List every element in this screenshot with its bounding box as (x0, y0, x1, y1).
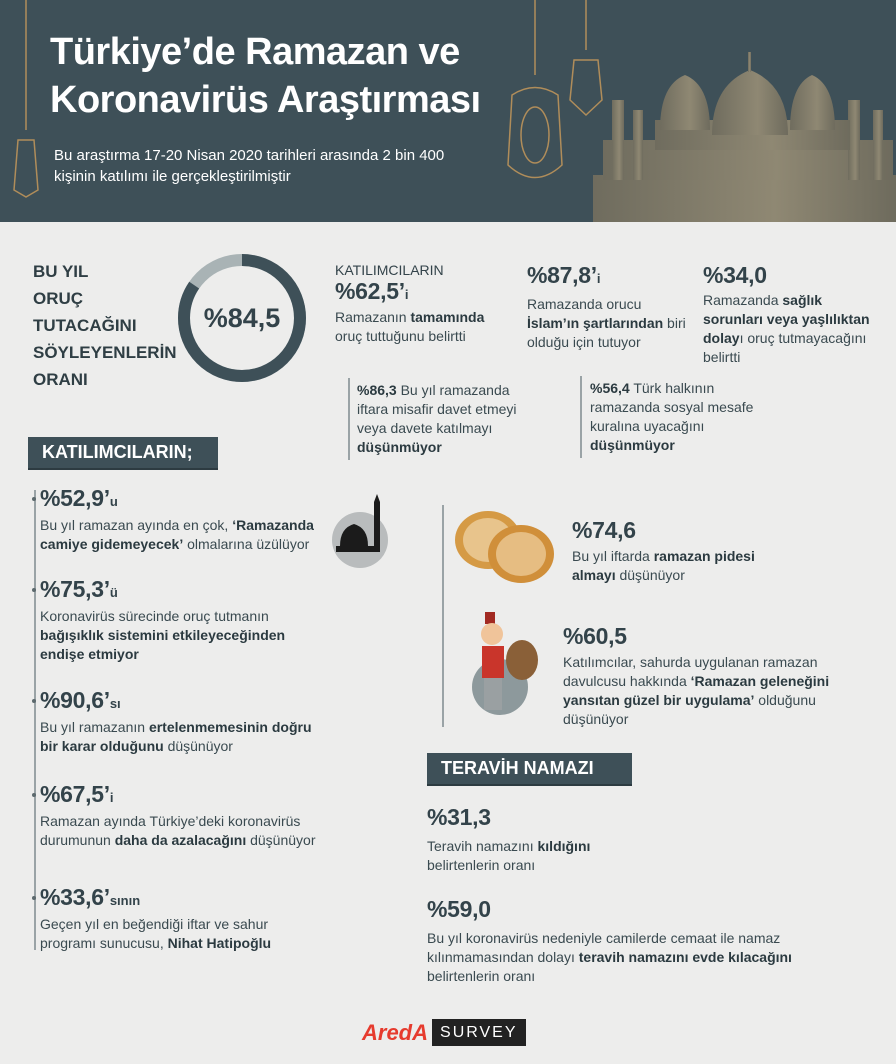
stat-value: %52,9’ (40, 485, 110, 511)
timeline-line (34, 490, 36, 950)
stat-block (572, 517, 802, 585)
divider (580, 376, 582, 458)
text-segment: Ramazanın (335, 309, 411, 325)
bullet-dot (32, 588, 36, 592)
donut-value: %84,5 (203, 303, 281, 333)
donut-label-line: SÖYLEYENLERİN (33, 343, 177, 362)
text-segment: Katılımcılar, sahurda uygulanan ramazan davulcusu hakkında (563, 654, 818, 689)
stat-value: %33,6’ (40, 884, 110, 910)
stat-text (40, 718, 330, 756)
text-segment: ı oruç tutmayacağını belirtti (703, 330, 867, 365)
bold-text: ertelenmemesinin doğru bir karar olduğunu (40, 719, 312, 754)
text-segment: biri olduğu için tutuyor (527, 315, 686, 350)
text-segment: düşünüyor (163, 738, 233, 754)
bold-text: daha da azalacağını (114, 832, 247, 848)
section-header-teravih: TERAVİH NAMAZI (427, 753, 632, 786)
bold-text: ‘Ramazan geleneğini yansıtan güzel bir uygulama’ (563, 673, 830, 708)
list-item (40, 884, 300, 953)
bold-text: ramazan pidesi almayı (572, 548, 755, 583)
stat-pre: KATILIMCILARIN (335, 262, 444, 278)
donut-label (33, 258, 177, 393)
stat-suffix: ü (109, 585, 118, 600)
bold-text: Nihat Hatipoğlu (167, 935, 272, 951)
bullet-dot (32, 497, 36, 501)
bold-text: bağışıklık sistemini etkileyeceğinden endişe etmiyor (40, 627, 286, 662)
donut-label-line: ORUÇ (33, 289, 84, 308)
stat-value: %60,5 (563, 623, 627, 649)
text-segment: Geçen yıl en beğendiği iftar ve sahur programı sunucusu, (40, 916, 269, 951)
bullet-dot (32, 793, 36, 797)
bold-text: tamamında (410, 309, 485, 325)
bold-text: düşünmüyor (357, 439, 442, 455)
text-segment: Bu yıl ramazan ayında en çok, (40, 517, 233, 533)
stat-block (703, 262, 873, 367)
davulcu-drummer-image (470, 612, 545, 717)
logo-survey: SURVEY (432, 1019, 526, 1046)
stat-text (357, 381, 542, 457)
ramazan-pide-image (453, 510, 558, 585)
stat-suffix: sının (109, 893, 141, 908)
stat-suffix: i (596, 271, 601, 286)
stat-text (335, 308, 515, 346)
text-segment: Bu yıl iftarda (572, 548, 654, 564)
stat-text (40, 915, 300, 953)
stat-value: %75,3’ (40, 576, 110, 602)
divider (442, 505, 444, 727)
stat-text (563, 653, 883, 729)
text-segment: oruç tuttuğunu belirtti (335, 328, 466, 344)
divider (348, 378, 350, 460)
stat-text (40, 607, 310, 664)
list-item (40, 781, 340, 850)
text-segment: Bu yıl ramazanda iftara misafir davet etmeyi veya davete katılmayı (357, 382, 517, 436)
bold-text: %86,3 (357, 382, 397, 398)
text-segment: düşünüyor (246, 832, 316, 848)
stat-block (527, 262, 687, 352)
text-segment: Bu yıl ramazanın (40, 719, 149, 735)
bold-text: düşünmüyor (590, 437, 675, 453)
text-segment: Ramazanda orucu (527, 296, 642, 312)
stat-suffix: sı (109, 696, 121, 711)
text-segment: belirtenlerin oranı (427, 857, 536, 873)
text-segment: Türk halkının ramazanda sosyal mesafe kuralına uyacağını (590, 380, 754, 434)
stat-block (427, 896, 847, 986)
stat-value: %59,0 (427, 896, 491, 922)
stat-value: %87,8’ (527, 262, 597, 288)
bold-text: %56,4 (590, 380, 630, 396)
text-segment: belirtenlerin oranı (427, 968, 536, 984)
stat-suffix: i (404, 287, 409, 302)
stat-block (427, 804, 627, 875)
stat-text (40, 516, 330, 554)
stat-text (427, 837, 627, 875)
list-item (40, 687, 330, 756)
donut-label-line: BU YIL (33, 262, 89, 281)
header-banner (0, 0, 896, 222)
areda-survey-logo (362, 1019, 526, 1046)
stat-text (40, 812, 340, 850)
title-line: Türkiye’de Ramazan ve (50, 31, 460, 73)
bold-text: ‘Ramazanda camiye gidemeyecek’ (40, 517, 314, 552)
stat-text (427, 929, 847, 986)
stat-block (563, 623, 883, 729)
stat-value: %90,6’ (40, 687, 110, 713)
bold-text: İslam’ın şartlarından (527, 315, 664, 331)
list-item (40, 576, 310, 664)
mosque-icon (593, 52, 896, 222)
stat-text (572, 547, 802, 585)
subtitle: Bu araştırma 17-20 Nisan 2020 tarihleri arasında 2 bin 400 kişinin katılımı ile gerçekleştirilmiştir (54, 147, 445, 185)
text-segment: Ramazanda (703, 292, 783, 308)
text-segment: Ramazan ayında Türkiye’deki koronavirüs durumunun (40, 813, 301, 848)
stat-value: %31,3 (427, 804, 491, 830)
logo-brand: AredA (362, 1020, 429, 1045)
stat-suffix: i (109, 790, 114, 805)
list-item (40, 485, 330, 554)
stat-suffix: u (109, 494, 118, 509)
stat-value: %67,5’ (40, 781, 110, 807)
stat-value: %74,6 (572, 517, 636, 543)
stat-text (703, 291, 873, 367)
bold-text: kıldığını (537, 838, 591, 854)
title-line: Koronavirüs Araştırması (50, 79, 481, 121)
section-header-participants: KATILIMCILARIN; (28, 437, 218, 470)
text-segment: Bu yıl koronavirüs nedeniyle camilerde cemaat ile namaz kılınmamasından dolayı (427, 930, 781, 965)
bold-text: sağlık sorunları veya yaşlılıktan dolay (703, 292, 870, 346)
donut-label-line: TUTACAĞINI (33, 316, 137, 335)
stat-text (527, 295, 687, 352)
text-segment: olduğunu düşünüyor (563, 692, 816, 727)
bold-text: teravih namazını evde kılacağını (578, 949, 792, 965)
bullet-dot (32, 896, 36, 900)
stat-block (335, 262, 515, 346)
stat-value: %62,5’ (335, 278, 405, 304)
text-segment: Koronavirüs sürecinde oruç tutmanın (40, 608, 269, 624)
text-segment: Teravih namazını (427, 838, 538, 854)
text-segment: düşünüyor (615, 567, 685, 583)
mosque-icon (332, 492, 394, 570)
stat-text (590, 379, 770, 455)
text-segment: olmalarına üzülüyor (183, 536, 310, 552)
bullet-dot (32, 699, 36, 703)
page-title (50, 28, 570, 124)
stat-value: %34,0 (703, 262, 767, 288)
donut-label-line: ORANI (33, 370, 88, 389)
